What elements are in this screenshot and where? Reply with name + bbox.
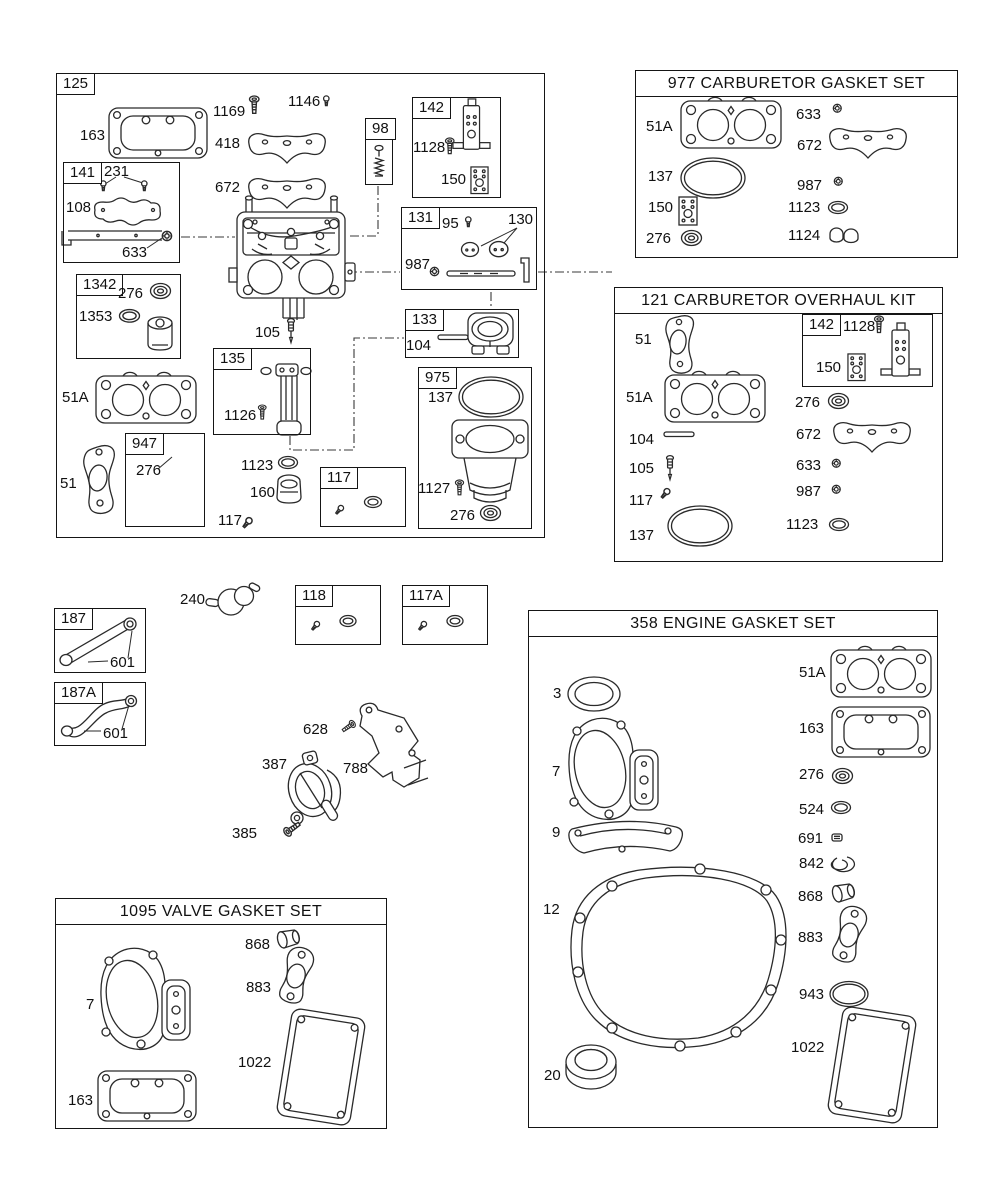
callout-141: 141 <box>63 162 102 184</box>
part-label-1095-7: 7 <box>86 996 95 1013</box>
part-label-1127: 1127 <box>418 480 451 497</box>
callout-131: 131 <box>401 207 440 229</box>
set-title-1095: 1095 VALVE GASKET SET <box>56 899 386 925</box>
part-label-358-868: 868 <box>798 888 824 905</box>
part-label-977-276: 276 <box>646 230 672 247</box>
part-label-977-150: 150 <box>648 199 674 216</box>
part-label-1128: 1128 <box>413 139 446 156</box>
callout-947: 947 <box>125 433 164 455</box>
part-label-977-1124: 1124 <box>788 227 821 244</box>
part-label-51a: 51A <box>62 389 89 406</box>
part-label-276-975: 276 <box>450 507 476 524</box>
part-label-385: 385 <box>232 825 258 842</box>
part-label-601-187a: 601 <box>103 725 129 742</box>
part-label-1126: 1126 <box>224 407 257 424</box>
part-label-121-987: 987 <box>796 483 822 500</box>
part-label-121-104: 104 <box>629 431 655 448</box>
part-label-276-947: 276 <box>136 462 162 479</box>
part-label-358-163: 163 <box>799 720 825 737</box>
part-label-121-276: 276 <box>795 394 821 411</box>
set-title-358: 358 ENGINE GASKET SET <box>529 611 937 637</box>
part-label-358-51a: 51A <box>799 664 826 681</box>
callout-118: 118 <box>295 585 333 607</box>
part-label-121-1123: 1123 <box>786 516 819 533</box>
part-label-358-883: 883 <box>798 929 824 946</box>
bracket-788-drawing <box>360 703 428 787</box>
callout-1342: 1342 <box>76 274 123 296</box>
part-label-150: 150 <box>441 171 467 188</box>
part-label-358-3: 3 <box>553 685 562 702</box>
spacer-387-drawing <box>282 750 341 824</box>
part-label-104: 104 <box>406 337 432 354</box>
screw-628-drawing <box>341 719 357 733</box>
callout-187: 187 <box>54 608 93 630</box>
part-label-121-1128: 1128 <box>843 318 876 335</box>
part-label-51: 51 <box>60 475 77 492</box>
part-label-240: 240 <box>180 591 206 608</box>
part-label-358-20: 20 <box>544 1067 561 1084</box>
part-label-358-12: 12 <box>543 901 560 918</box>
part-label-358-9: 9 <box>552 824 561 841</box>
part-label-1353: 1353 <box>79 308 113 325</box>
set-box-1095 <box>55 898 387 1129</box>
callout-125: 125 <box>56 73 95 95</box>
part-label-163: 163 <box>80 127 106 144</box>
part-label-108: 108 <box>66 199 92 216</box>
part-label-672: 672 <box>215 179 241 196</box>
part-label-358-842: 842 <box>799 855 825 872</box>
part-label-977-672: 672 <box>797 137 823 154</box>
part-label-977-1123: 1123 <box>788 199 821 216</box>
part-label-977-633: 633 <box>796 106 822 123</box>
part-label-105: 105 <box>255 324 281 341</box>
part-label-628: 628 <box>303 721 329 738</box>
part-label-977-137: 137 <box>648 168 674 185</box>
part-label-137: 137 <box>428 389 454 406</box>
callout-117a: 117A <box>402 585 450 607</box>
part-label-121-150: 150 <box>816 359 842 376</box>
set-title-977: 977 CARBURETOR GASKET SET <box>636 71 957 97</box>
part-label-117: 117 <box>218 512 242 529</box>
part-label-358-524: 524 <box>799 801 825 818</box>
callout-975: 975 <box>418 367 457 389</box>
part-label-1095-868: 868 <box>245 936 271 953</box>
set-box-121 <box>614 287 943 562</box>
part-label-121-117: 117 <box>629 492 653 509</box>
part-label-601-187: 601 <box>110 654 136 671</box>
set-box-358 <box>528 610 938 1128</box>
part-label-1095-163: 163 <box>68 1092 94 1109</box>
callout-142-kit: 142 <box>802 314 841 336</box>
part-label-977-51a: 51A <box>646 118 673 135</box>
part-label-276-1342: 276 <box>118 285 144 302</box>
callout-133: 133 <box>405 309 444 331</box>
callout-142: 142 <box>412 97 451 119</box>
part-label-977-987: 987 <box>797 177 823 194</box>
part-label-358-276: 276 <box>799 766 825 783</box>
part-label-387: 387 <box>262 756 288 773</box>
part-label-633: 633 <box>122 244 148 261</box>
callout-135: 135 <box>213 348 252 370</box>
screw-385-drawing <box>282 820 302 838</box>
part-label-95: 95 <box>442 215 459 232</box>
part-label-1169: 1169 <box>213 103 246 120</box>
part-label-160: 160 <box>250 484 276 501</box>
part-label-1146: 1146 <box>288 93 321 110</box>
part-label-121-137: 137 <box>629 527 655 544</box>
part-label-1095-1022: 1022 <box>238 1054 272 1071</box>
part-label-121-633: 633 <box>796 457 822 474</box>
part-label-358-1022: 1022 <box>791 1039 825 1056</box>
callout-117: 117 <box>320 467 358 489</box>
set-title-121: 121 CARBURETOR OVERHAUL KIT <box>615 288 942 314</box>
part-label-121-672: 672 <box>796 426 822 443</box>
part-label-130: 130 <box>508 211 534 228</box>
part-label-358-943: 943 <box>799 986 825 1003</box>
part-label-121-105: 105 <box>629 460 655 477</box>
callout-98: 98 <box>365 118 396 140</box>
part-label-987: 987 <box>405 256 431 273</box>
part-label-358-7: 7 <box>552 763 561 780</box>
part-label-358-691: 691 <box>798 830 824 847</box>
part-label-121-51a: 51A <box>626 389 653 406</box>
callout-187a: 187A <box>54 682 103 704</box>
part-label-121-51: 51 <box>635 331 652 348</box>
fuel-filter-240-drawing <box>206 582 261 615</box>
part-label-788: 788 <box>343 760 369 777</box>
part-label-231: 231 <box>104 163 130 180</box>
part-label-418: 418 <box>215 135 241 152</box>
part-label-1095-883: 883 <box>246 979 272 996</box>
part-label-1123: 1123 <box>241 457 274 474</box>
